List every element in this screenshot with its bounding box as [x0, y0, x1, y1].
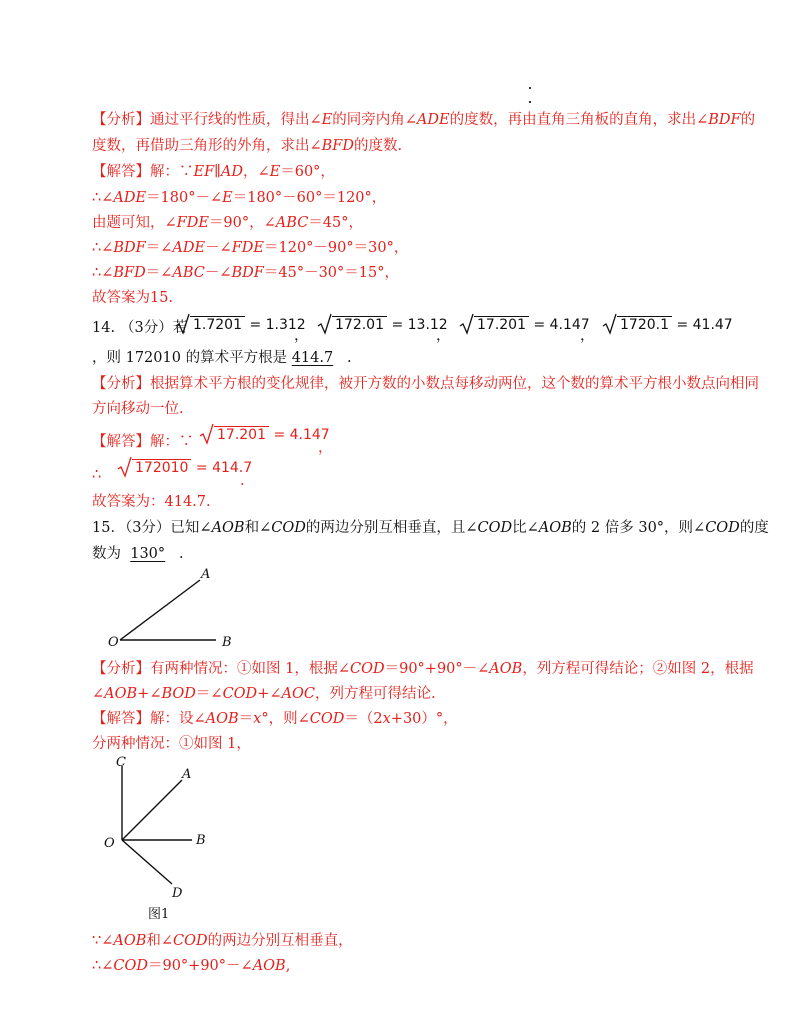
q14-root-4: 1720.1 = 41.47	[603, 316, 733, 333]
q14-comma-2: ，	[436, 328, 451, 344]
ray-oa	[122, 780, 182, 840]
q15-stem-line-2: 数为 130° .	[92, 546, 184, 562]
q13-answer: 故答案为15.	[92, 290, 174, 306]
q15-solution-line-4: ∴∠COD＝90°+90°－∠AOB,	[92, 958, 291, 974]
q15-answer-blank: 130°	[130, 546, 166, 562]
q14-analysis-line-2: 方向移动一位.	[92, 401, 184, 417]
label-o: O	[104, 836, 115, 851]
q14-answer-blank: 414.7	[291, 350, 334, 366]
q15-analysis-line-1: 【分析】有两种情况：①如图 1，根据∠COD＝90°+90°－∠AOB，列方程可得结论；②如图 2，根据	[92, 661, 754, 677]
q13-solution-line-3: 由题可知，∠FDE＝90°，∠ABC＝45°，	[92, 215, 363, 231]
q13-analysis-line-1: 【分析】通过平行线的性质，得出∠E的同旁内角∠ADE的度数，再由直角三角板的直角，求出∠BDF的	[92, 112, 756, 128]
label-b: B	[196, 833, 206, 848]
q14-solution-root-1: 17.201 = 4.147	[200, 426, 330, 443]
q14-solution-root-2: 172010 = 414.7	[118, 459, 252, 476]
q14-root-1: 1.7201 = 1.312	[176, 316, 306, 333]
scan-mark	[529, 101, 531, 103]
q14-answer: 故答案为：414.7.	[92, 494, 211, 510]
q14-solution-line-1: 【解答】解：∵	[92, 434, 194, 450]
label-b: B	[222, 635, 232, 650]
q13-solution-line-2: ∴∠ADE＝180°－∠E＝180°－60°＝120°，	[92, 190, 387, 206]
label-a: A	[201, 567, 211, 582]
q14-score: （3分）若	[120, 320, 188, 336]
q14-number: 14.	[92, 320, 116, 336]
q13-solution-line-1: 【解答】解：∵EF∥AD，∠E＝60°，	[92, 164, 335, 180]
q13-solution-line-5: ∴∠BFD＝∠ABC－∠BDF＝45°－30°＝15°，	[92, 265, 399, 281]
figure-caption: 图1	[148, 907, 170, 922]
label-a: A	[182, 767, 192, 782]
q15-solution-line-3: ∵∠AOB和∠COD的两边分别互相垂直，	[92, 933, 353, 949]
q15-figure-angle-aob	[110, 562, 240, 652]
q13-solution-line-4: ∴∠BDF＝∠ADE－∠FDE＝120°－90°＝30°，	[92, 240, 409, 256]
q15-solution-line-2: 分两种情况：①如图 1，	[92, 736, 251, 752]
q14-root-2: 172.01 = 13.12	[318, 316, 448, 333]
q15-analysis-line-2: ∠AOB+∠BOD＝∠COD+∠AOC，列方程可得结论.	[92, 686, 436, 702]
q14-comma-1: ，	[294, 328, 309, 344]
q15-stem-line-1: 15．（3分）已知∠AOB和∠COD的两边分别互相垂直，且∠COD比∠AOB的 2 倍多 30°，则∠COD的度	[92, 520, 769, 536]
q14-root-3: 17.201 = 4.147	[460, 316, 590, 333]
q14-solution-dot: .	[240, 473, 245, 489]
label-o: O	[108, 635, 119, 650]
scan-mark	[529, 87, 531, 89]
q14-comma-3: ，	[580, 328, 595, 344]
q14-solution-comma: ，	[318, 440, 333, 456]
ray-od	[122, 840, 172, 884]
label-c: C	[116, 755, 126, 770]
q15-solution-line-1: 【解答】解：设∠AOB＝x°，则∠COD＝（2x+30）°，	[92, 711, 458, 727]
q14-solution-line-2: ∴	[92, 467, 102, 483]
q14-stem: ，则 172010 的算术平方根是 414.7 .	[92, 350, 352, 366]
ray-oa	[120, 580, 200, 640]
q13-analysis-line-2: 度数，再借助三角形的外角，求出∠BFD的度数.	[92, 138, 403, 154]
label-d: D	[172, 886, 183, 901]
q15-figure-1	[98, 754, 228, 924]
q14-analysis-line-1: 【分析】根据算术平方根的变化规律，被开方数的小数点每移动两位，这个数的算术平方根小数点向相同	[92, 376, 759, 392]
